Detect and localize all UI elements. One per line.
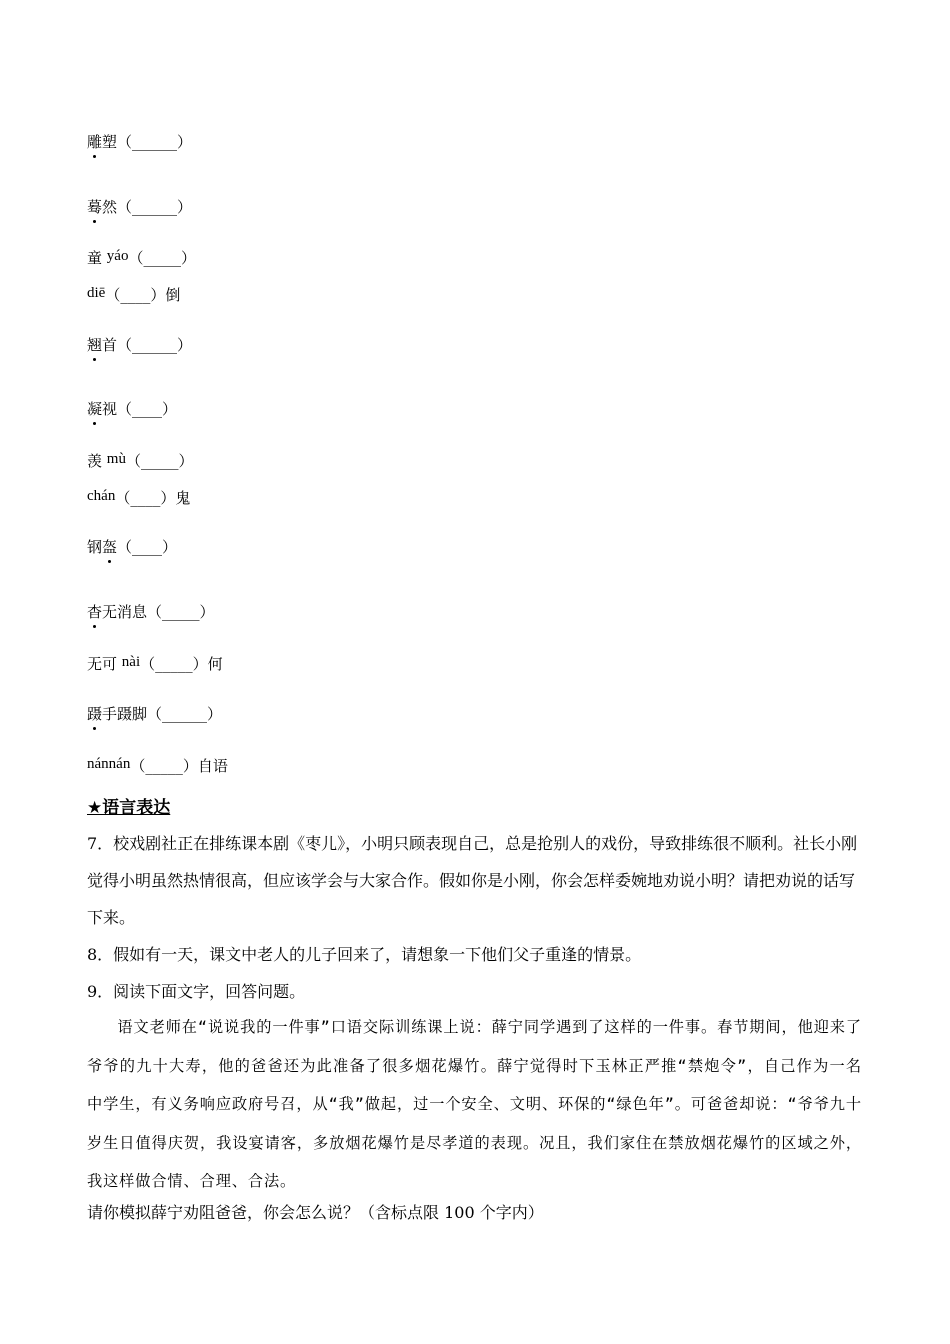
item-text: 手蹑脚（______） xyxy=(102,705,223,723)
item-text: 无消息（_____） xyxy=(102,603,215,621)
item-8 xyxy=(87,488,190,509)
section-title: ★语言表达 xyxy=(87,798,171,818)
item-text: （_____）自语 xyxy=(130,757,228,775)
item-text: （____）倒 xyxy=(105,286,181,304)
dotted-char: 凝 xyxy=(87,400,103,418)
pinyin: chán xyxy=(87,488,116,504)
pinyin: nánnán xyxy=(87,756,131,772)
item-13 xyxy=(87,756,228,777)
item-text: （_____）何 xyxy=(140,655,223,673)
item-prefix: 钢 xyxy=(87,538,103,556)
pinyin: diē xyxy=(87,285,106,301)
item-1 xyxy=(87,132,192,152)
item-text: 视（____） xyxy=(102,400,178,418)
item-prefix: 无可 xyxy=(87,655,122,673)
item-text: 首（______） xyxy=(102,336,193,354)
dotted-char: 蹑 xyxy=(87,705,103,723)
question-8: 8．假如有一天，课文中老人的儿子回来了，请想象一下他们父子重逢的情景。 xyxy=(87,945,642,964)
question-9: 9．阅读下面文字，回答问题。 xyxy=(87,982,306,1001)
item-7 xyxy=(87,451,193,472)
dotted-char: 盔 xyxy=(102,538,118,556)
dotted-char: 杳 xyxy=(87,603,103,621)
item-2 xyxy=(87,197,192,217)
item-text: （____） xyxy=(117,538,178,556)
item-4 xyxy=(87,285,180,306)
item-10 xyxy=(87,602,215,622)
pinyin: nài xyxy=(121,654,141,670)
dotted-char: 雕 xyxy=(87,133,103,151)
reading-passage: 语文老师在“说说我的一件事”口语交际训练课上说：薛宁同学遇到了这样的一件事。春节期间，他迎来了爷爷的九十大寿，他的爸爸还为此准备了很多烟花爆竹。薛宁觉得时下玉林正严推“禁炮令”，自己作为一名中学生，有义务响应政府号召，从“我”做起，过一个安全、文明、环保的“绿色年”。可爸爸却说：“爷爷九十岁生日值得庆贺，我设宴请客，多放烟花爆竹是尽孝道的表现。况且，我们家住在禁放烟花爆竹的区域之外，我这样做合情、合理、合法。 xyxy=(87,1018,862,1190)
pinyin: yáo xyxy=(106,248,129,264)
item-6 xyxy=(87,399,177,419)
dotted-char: 蓦 xyxy=(87,198,103,216)
item-text: （_____） xyxy=(128,249,196,267)
dotted-char: 翘 xyxy=(87,336,103,354)
item-text: （_____） xyxy=(125,452,194,470)
item-12 xyxy=(87,704,222,724)
item-prefix: 童 xyxy=(87,249,107,267)
item-3 xyxy=(87,248,196,269)
item-text: 然（______） xyxy=(102,198,193,216)
item-5 xyxy=(87,335,192,355)
item-text: 塑（______） xyxy=(102,133,193,151)
item-prefix: 羡 xyxy=(87,452,107,470)
item-11 xyxy=(87,654,223,675)
pinyin: mù xyxy=(106,451,126,467)
item-9 xyxy=(87,537,177,557)
question-7: 7．校戏剧社正在排练课本剧《枣儿》，小明只顾表现自己，总是抢别人的戏份，导致排练很不顺利。社长小刚觉得小明虽然热情很高，但应该学会与大家合作。假如你是小刚，你会怎样委婉地劝说小明？请把劝说的话写下来。 xyxy=(87,834,858,927)
question-9-prompt: 请你模拟薛宁劝阻爸爸，你会怎么说？（含标点限 100 个字内） xyxy=(87,1203,544,1222)
item-text: （____）鬼 xyxy=(115,489,191,507)
